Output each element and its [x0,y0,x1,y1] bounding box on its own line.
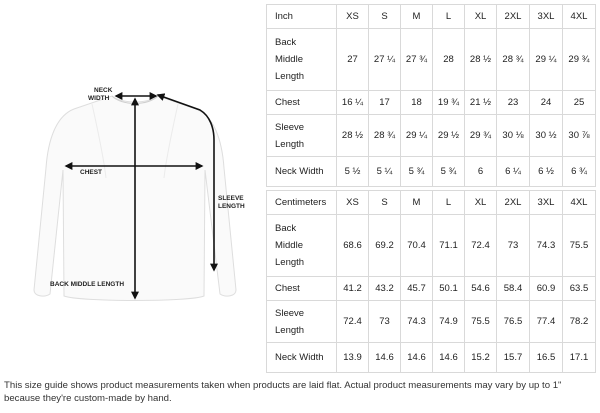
table-row [267,277,596,301]
measurement-cell: 14.6 [401,343,433,373]
measurement-cell: 6 ¾ [563,157,596,187]
measurement-cell: 73 [497,215,530,277]
measurement-cell: 6 [465,157,497,187]
measurement-cell: 30 ⅞ [563,115,596,157]
measurement-cell: 75.5 [465,301,497,343]
row-label [267,29,337,91]
table-header-row [267,191,596,215]
measurement-cell: 16 ¼ [337,91,369,115]
row-label-line: Length [275,138,305,150]
row-label-line: Sleeve [275,307,305,319]
measurement-cell: 14.6 [369,343,401,373]
measurement-cell: 30 ⅛ [497,115,530,157]
measurement-cell: 24 [530,91,563,115]
back-middle-length-label: BACK MIDDLE LENGTH [50,281,125,288]
measurement-cell: 27 [337,29,369,91]
measurement-cell: 78.2 [563,301,596,343]
sleeve-length-label [218,195,245,210]
measurement-cell: 5 ¾ [433,157,465,187]
sleeve-label-line2: LENGTH [218,203,245,210]
row-label-line: Chest [275,283,300,294]
row-label-line: Back [275,37,297,48]
measurement-cell: 77.4 [530,301,563,343]
measurement-cell: 17 [369,91,401,115]
table-row [267,29,596,91]
size-header: L [433,5,465,29]
table-row [267,215,596,277]
row-label [267,91,337,115]
unit-header: Inch [267,5,337,29]
measurement-cell: 41.2 [337,277,369,301]
neck-width-label [88,87,113,102]
measurement-cell: 60.9 [530,277,563,301]
size-header: M [401,5,433,29]
measurement-cell: 30 ½ [530,115,563,157]
neck-label-line2: WIDTH [88,95,110,102]
chest-label: CHEST [80,169,103,176]
note-line-2: because they're custom-made by hand. [4,393,172,404]
table-row [267,301,596,343]
size-header: 2XL [497,191,530,215]
measurement-cell: 72.4 [465,215,497,277]
size-header: 3XL [530,5,563,29]
table-row [267,91,596,115]
measurement-cell: 28 ½ [337,115,369,157]
measurement-cell: 29 ½ [433,115,465,157]
row-label-line: Length [275,71,305,82]
cm-size-table [266,190,596,373]
size-header: M [401,191,433,215]
measurement-cell: 45.7 [401,277,433,301]
row-label [267,215,337,277]
table-row [267,343,596,373]
measurement-cell: 29 ¾ [563,29,596,91]
measurement-cell: 74.9 [433,301,465,343]
measurement-cell: 28 ¾ [497,29,530,91]
row-label-line: Middle [275,54,303,65]
row-label [267,343,337,373]
measurement-cell: 6 ½ [530,157,563,187]
table-row [267,157,596,187]
row-label-line: Neck Width [275,352,324,363]
measurement-cell: 71.1 [433,215,465,277]
measurement-cell: 74.3 [401,301,433,343]
shirt-diagram [0,0,270,370]
measurement-cell: 72.4 [337,301,369,343]
inch-size-table [266,4,596,187]
note-line-1: This size guide shows product measurements taken when products are laid flat. Actual product measurements may vary by up to 1" [4,380,562,391]
measurement-cell: 15.7 [497,343,530,373]
measurement-cell: 6 ¼ [497,157,530,187]
size-guide-note [4,379,596,405]
neck-label-line1: NECK [94,87,113,94]
measurement-cell: 16.5 [530,343,563,373]
row-label [267,277,337,301]
size-header: XL [465,5,497,29]
measurement-cell: 23 [497,91,530,115]
row-label-line: Neck Width [275,166,324,177]
size-header: 4XL [563,5,596,29]
size-header: 4XL [563,191,596,215]
measurement-cell: 29 ¾ [465,115,497,157]
size-header: S [369,191,401,215]
measurement-cell: 25 [563,91,596,115]
size-header: XL [465,191,497,215]
measurement-cell: 19 ¾ [433,91,465,115]
row-label [267,301,337,343]
row-label-line: Length [275,257,305,268]
measurement-cell: 29 ¼ [401,115,433,157]
table-header-row [267,5,596,29]
row-label-line: Chest [275,97,300,108]
measurement-cell: 28 [433,29,465,91]
measurement-cell: 75.5 [563,215,596,277]
measurement-cell: 21 ½ [465,91,497,115]
measurement-cell: 76.5 [497,301,530,343]
measurement-cell: 54.6 [465,277,497,301]
row-label-line: Back [275,223,297,234]
size-header: L [433,191,465,215]
table-row [267,115,596,157]
measurement-cell: 27 ¾ [401,29,433,91]
measurement-cell: 43.2 [369,277,401,301]
measurement-cell: 63.5 [563,277,596,301]
measurement-cell: 17.1 [563,343,596,373]
row-label-line: Middle [275,240,303,251]
measurement-cell: 15.2 [465,343,497,373]
measurement-cell: 68.6 [337,215,369,277]
size-header: XS [337,191,369,215]
row-label-line: Length [275,324,305,336]
row-label-line: Sleeve [275,121,305,133]
measurement-cell: 69.2 [369,215,401,277]
row-label [267,115,337,157]
measurement-cell: 58.4 [497,277,530,301]
measurement-cell: 18 [401,91,433,115]
measurement-cell: 5 ½ [337,157,369,187]
size-header: 2XL [497,5,530,29]
measurement-cell: 29 ¼ [530,29,563,91]
measurement-cell: 50.1 [433,277,465,301]
measurement-cell: 73 [369,301,401,343]
measurement-cell: 13.9 [337,343,369,373]
sleeve-label-line1: SLEEVE [218,195,244,202]
measurement-cell: 74.3 [530,215,563,277]
measurement-cell: 27 ¼ [369,29,401,91]
unit-header: Centimeters [267,191,337,215]
size-header: S [369,5,401,29]
measurement-cell: 5 ¾ [401,157,433,187]
measurement-cell: 5 ¼ [369,157,401,187]
row-label [267,157,337,187]
size-header: 3XL [530,191,563,215]
measurement-cell: 14.6 [433,343,465,373]
size-header: XS [337,5,369,29]
measurement-cell: 70.4 [401,215,433,277]
measurement-cell: 28 ½ [465,29,497,91]
measurement-cell: 28 ¾ [369,115,401,157]
